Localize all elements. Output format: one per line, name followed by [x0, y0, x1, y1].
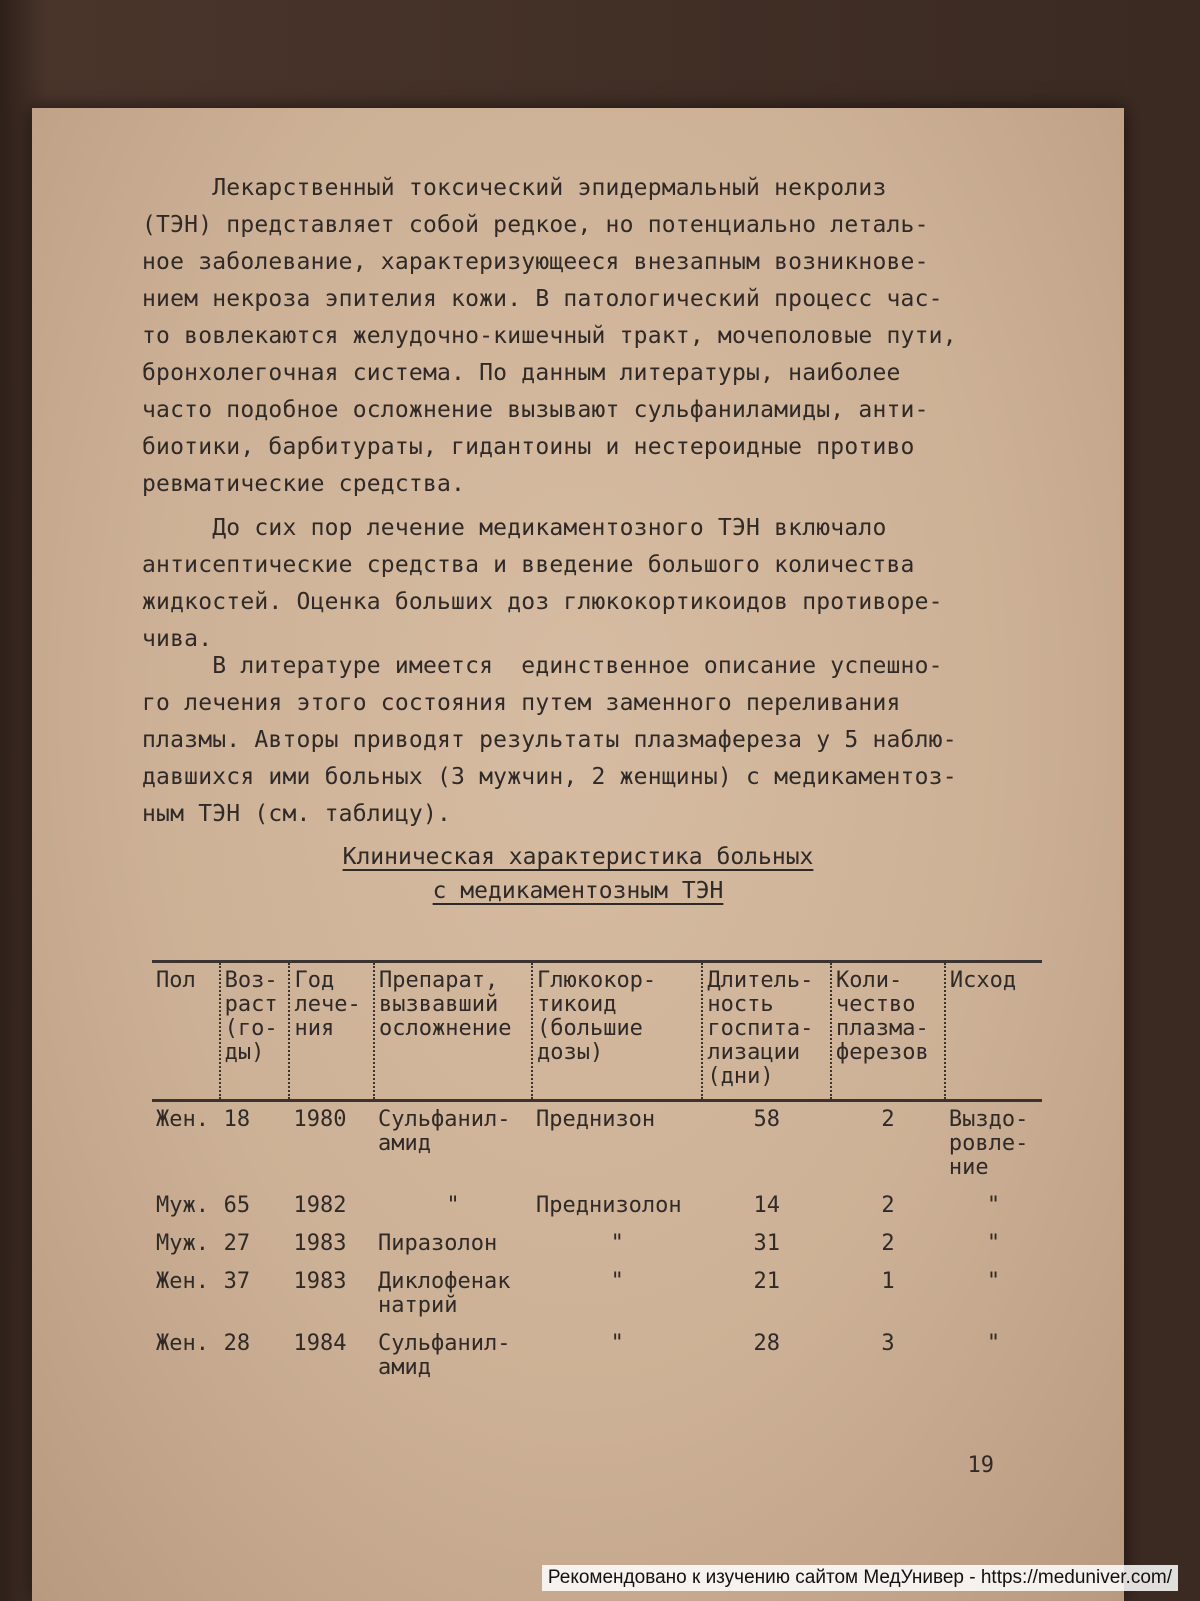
cell-year: 1982	[293, 1193, 347, 1218]
cell-year: 1984	[293, 1331, 347, 1356]
cell-drug: "	[446, 1193, 460, 1218]
cell-sex: Муж.	[156, 1193, 209, 1218]
cell-sex: Жен.	[156, 1107, 209, 1132]
header-year: Год лече- ния	[289, 962, 374, 1101]
document-page	[32, 108, 1124, 1601]
cell-age: 65	[223, 1193, 251, 1218]
cell-duration: 58	[753, 1107, 780, 1132]
cell-glucocorticoid: Преднизолон	[535, 1193, 682, 1218]
text-line: антисептические средства и введение большого количества	[142, 552, 915, 578]
text-line: ным ТЭН (см. таблицу).	[142, 801, 452, 827]
cell-glucocorticoid: "	[610, 1231, 624, 1256]
header-sex: Пол	[152, 962, 220, 1101]
cell-drug: Пиразолон	[378, 1231, 498, 1256]
paragraph-3	[142, 648, 1022, 833]
text-line: До сих пор лечение медикаментозного ТЭН включало	[142, 515, 887, 541]
page-number: 19	[967, 1453, 994, 1478]
text-line: Лекарственный токсический эпидермальный некролиз	[142, 175, 887, 201]
table-row	[152, 1188, 1042, 1226]
table-title-line: Клиническая характеристика больных	[342, 844, 814, 870]
paragraph-1	[142, 170, 1022, 503]
text-line: плазмы. Авторы приводят результаты плазмафереза у 5 наблю-	[142, 727, 957, 753]
cell-year: 1980	[293, 1107, 347, 1132]
cell-sex: Муж.	[156, 1231, 209, 1256]
cell-glucocorticoid: "	[610, 1269, 624, 1294]
header-duration: Длитель- ность госпита- лизации (дни)	[702, 962, 831, 1101]
cell-outcome: Выздо- ровле- ние	[948, 1107, 1029, 1180]
cell-glucocorticoid: Преднизон	[535, 1107, 656, 1132]
text-line: (ТЭН) представляет собой редкое, но потенциально леталь-	[142, 212, 929, 238]
cell-year: 1983	[293, 1231, 347, 1256]
text-line: биотики, барбитураты, гидантоины и нестероидные противо	[142, 434, 915, 460]
cell-outcome: "	[986, 1193, 1001, 1218]
cell-age: 37	[223, 1269, 251, 1294]
table-row	[152, 1264, 1042, 1326]
text-line: ное заболевание, характеризующееся внезапным возникнове-	[142, 249, 929, 275]
cell-plasmapheresis-count: 3	[881, 1331, 895, 1356]
header-glucocorticoid: Глюкокор- тикоид (большие дозы)	[532, 962, 702, 1101]
cell-duration: 21	[753, 1269, 780, 1294]
table-title	[32, 840, 1124, 908]
header-plasmapheresis-count: Коли- чество плазма- ферезов	[831, 962, 945, 1101]
text-line: бронхолегочная система. По данным литературы, наиболее	[142, 360, 901, 386]
cell-sex: Жен.	[156, 1331, 209, 1356]
table-row	[152, 1226, 1042, 1264]
text-line: то вовлекаются желудочно-кишечный тракт, мочеполовые пути,	[142, 323, 957, 349]
text-line: го лечения этого состояния путем заменного переливания	[142, 690, 901, 716]
cell-duration: 14	[753, 1193, 780, 1218]
table-row	[152, 1326, 1042, 1388]
cell-age: 27	[223, 1231, 251, 1256]
cell-year: 1983	[293, 1269, 347, 1294]
text-line: ревматические средства.	[142, 471, 466, 497]
cell-duration: 31	[753, 1231, 780, 1256]
cell-drug: Диклофенак натрий	[378, 1269, 511, 1318]
cell-plasmapheresis-count: 2	[881, 1107, 895, 1132]
header-age: Воз- раст (го- ды)	[220, 962, 290, 1101]
cell-drug: Сульфанил- амид	[378, 1331, 511, 1380]
cell-glucocorticoid: "	[610, 1331, 624, 1356]
text-line: часто подобное осложнение вызывают сульфаниламиды, анти-	[142, 397, 929, 423]
table-title-line: с медикаментозным ТЭН	[432, 878, 724, 904]
cell-age: 18	[223, 1107, 251, 1132]
cell-age: 28	[223, 1331, 251, 1356]
text-line: В литературе имеется единственное описание успешно-	[142, 653, 943, 679]
text-line: жидкостей. Оценка больших доз глюкокортикоидов противоре-	[142, 589, 943, 615]
cell-sex: Жен.	[156, 1269, 209, 1294]
cell-duration: 28	[753, 1331, 780, 1356]
table-row	[152, 1101, 1042, 1189]
cell-plasmapheresis-count: 2	[881, 1231, 895, 1256]
cell-plasmapheresis-count: 2	[881, 1193, 895, 1218]
text-line: чива.	[142, 626, 213, 652]
patients-table	[152, 960, 1042, 1388]
watermark-text: Рекомендовано к изучению сайтом МедУнивер - https://meduniver.com/	[542, 1565, 1178, 1591]
table-header-row	[152, 962, 1042, 1101]
paragraph-2	[142, 510, 1022, 658]
cell-outcome: "	[986, 1231, 1001, 1256]
cell-outcome: "	[986, 1269, 1001, 1294]
cell-outcome: "	[986, 1331, 1001, 1356]
text-line: давшихся ими больных (3 мужчин, 2 женщины) с медикаментоз-	[142, 764, 957, 790]
cell-plasmapheresis-count: 1	[881, 1269, 895, 1294]
header-outcome: Исход	[945, 962, 1042, 1101]
header-drug: Препарат, вызвавший осложнение	[374, 962, 532, 1101]
text-line: нием некроза эпителия кожи. В патологический процесс час-	[142, 286, 943, 312]
cell-drug: Сульфанил- амид	[378, 1107, 511, 1156]
